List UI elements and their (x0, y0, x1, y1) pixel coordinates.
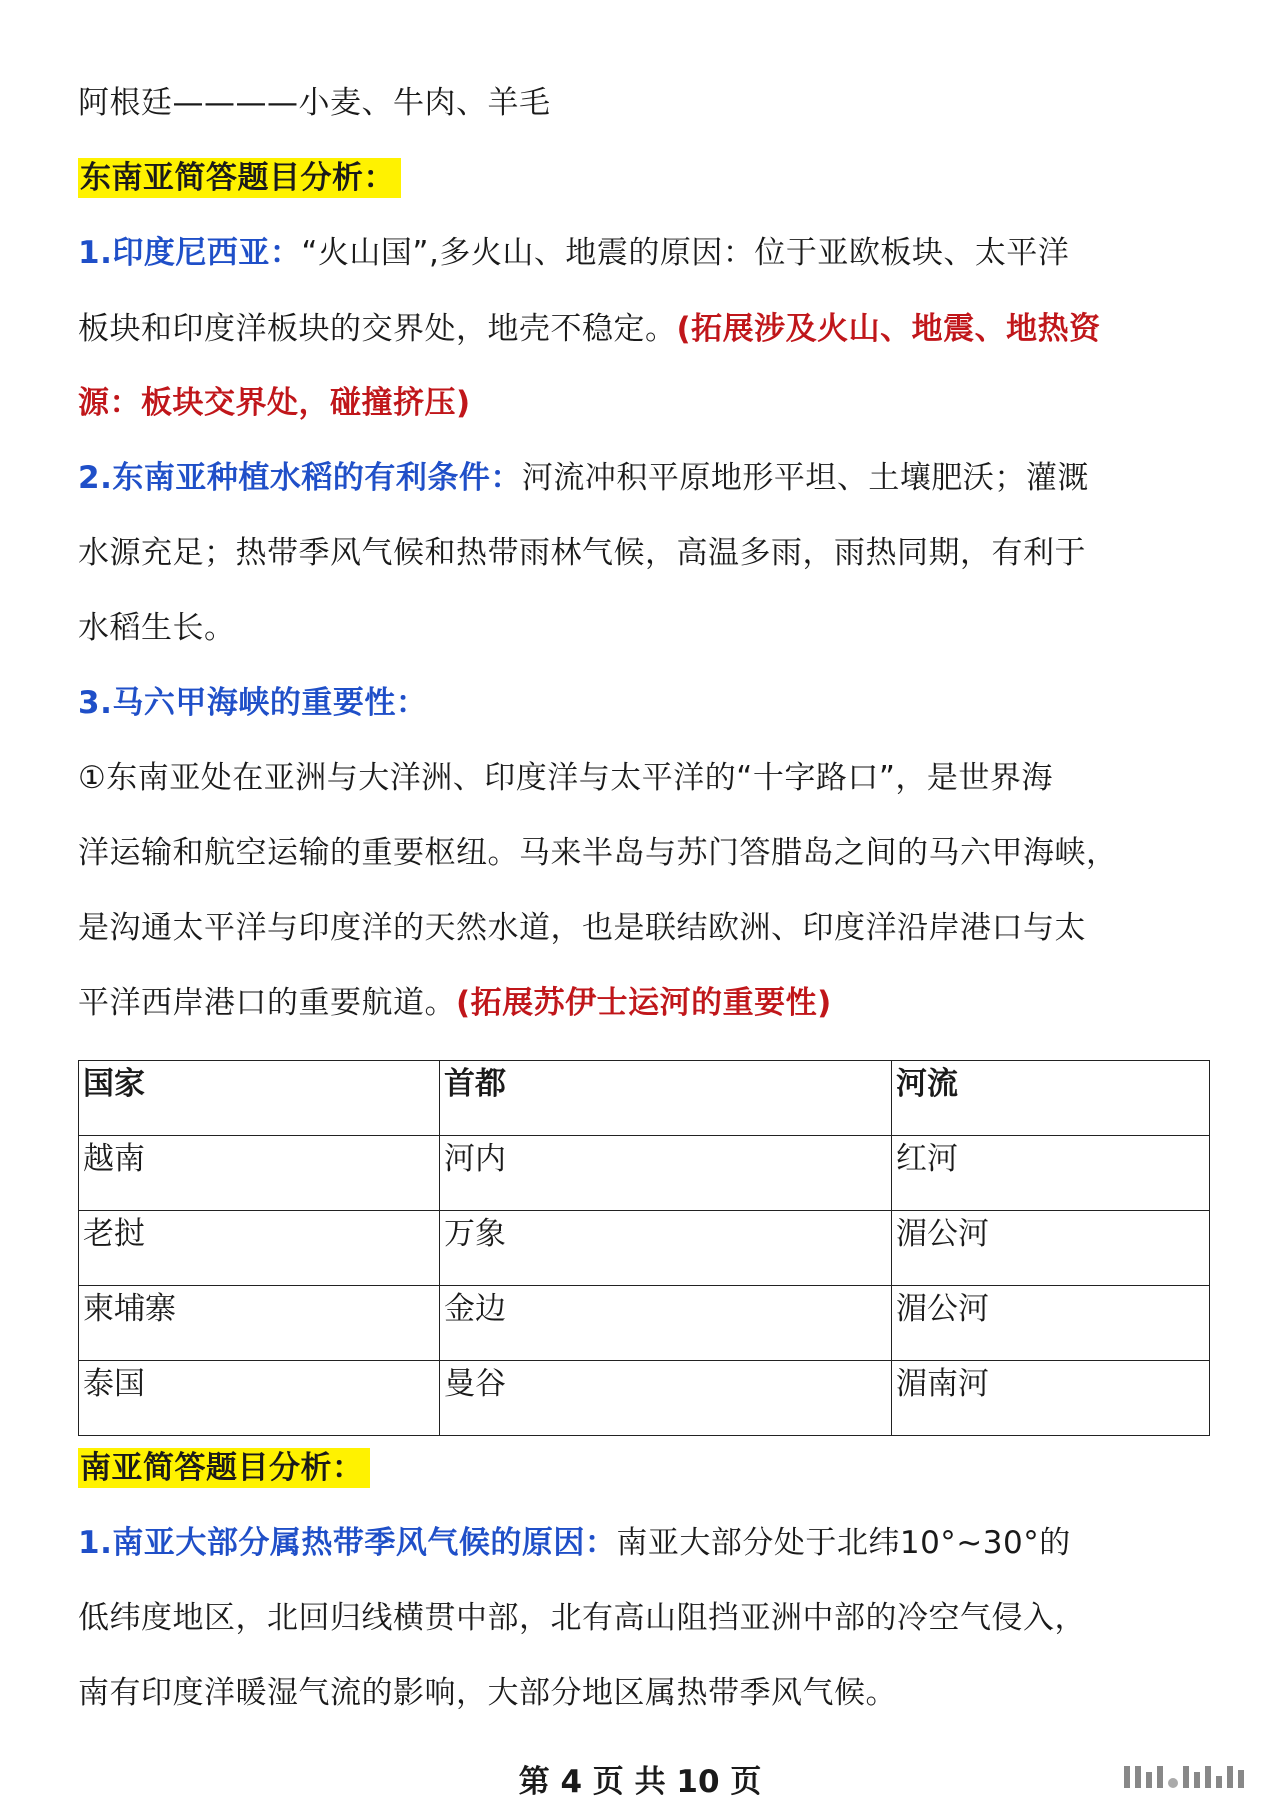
page-number-footer: 第 4 页 共 10 页 (518, 1764, 762, 1800)
table-cell: 越南 (79, 1136, 440, 1211)
table-row (79, 1361, 1210, 1436)
table-header-cell: 河流 (892, 1061, 1210, 1136)
table-row (79, 1286, 1210, 1361)
table-cell: 万象 (440, 1211, 892, 1286)
table-row (79, 1211, 1210, 1286)
answer-text: 河流冲积平原地形平坦、土壤肥沃；灌溉 (521, 460, 1089, 496)
question-label: 2.东南亚种植水稻的有利条件： (78, 460, 522, 496)
highlighted-heading: 东南亚简答题目分析： (78, 158, 401, 198)
extension-note: (拓展涉及火山、地震、地热资 (676, 311, 1101, 347)
paragraph-line: 水源充足；热带季风气候和热带雨林气候，高温多雨，雨热同期，有利于 (78, 535, 1086, 571)
answer-text: 平洋西岸港口的重要航道。 (78, 985, 456, 1021)
table-row (79, 1136, 1210, 1211)
question-label: 3.马六甲海峡的重要性： (78, 685, 428, 721)
question-label: 1.南亚大部分属热带季风气候的原因： (78, 1525, 617, 1561)
extension-note: (拓展苏伊士运河的重要性) (456, 985, 832, 1021)
paragraph-line: ①东南亚处在亚洲与大洋洲、印度洋与太平洋的“十字路口”，是世界海 (78, 760, 1053, 796)
paragraph-line (78, 230, 1069, 276)
table-cell: 柬埔寨 (79, 1286, 440, 1361)
answer-text: 板块和印度洋板块的交界处，地壳不稳定。 (78, 311, 677, 347)
highlighted-heading: 南亚简答题目分析： (78, 1448, 370, 1488)
paragraph-line (78, 1520, 1071, 1566)
table-header-row (79, 1061, 1210, 1136)
paragraph-line: 洋运输和航空运输的重要枢纽。马来半岛与苏门答腊岛之间的马六甲海峡， (78, 835, 1118, 871)
paragraph-line: 水稻生长。 (78, 610, 236, 646)
paragraph-line: 低纬度地区，北回归线横贯中部，北有高山阻挡亚洲中部的冷空气侵入， (78, 1600, 1086, 1636)
table-cell: 湄南河 (892, 1361, 1210, 1436)
paragraph-line: 南有印度洋暖湿气流的影响，大部分地区属热带季风气候。 (78, 1675, 897, 1711)
answer-text: “火山国”,多火山、地震的原因：位于亚欧板块、太平洋 (301, 235, 1070, 271)
paragraph-line (78, 455, 1089, 501)
table-cell: 湄公河 (892, 1286, 1210, 1361)
question-label: 1.印度尼西亚： (78, 235, 302, 271)
table-cell: 泰国 (79, 1361, 440, 1436)
paragraph-line: 是沟通太平洋与印度洋的天然水道，也是联结欧洲、印度洋沿岸港口与太 (78, 910, 1086, 946)
table-cell: 红河 (892, 1136, 1210, 1211)
table-cell: 老挝 (79, 1211, 440, 1286)
table-cell: 湄公河 (892, 1211, 1210, 1286)
table-cell: 河内 (440, 1136, 892, 1211)
table-header-cell: 国家 (79, 1061, 440, 1136)
watermark-bars (1124, 1766, 1244, 1788)
section-heading-south-asia (78, 1445, 370, 1491)
table-cell: 曼谷 (440, 1361, 892, 1436)
paragraph-line (78, 306, 1101, 352)
table-header-cell: 首都 (440, 1061, 892, 1136)
text-line: 阿根廷————小麦、牛肉、羊毛 (78, 85, 551, 121)
table-cell: 金边 (440, 1286, 892, 1361)
section-heading-southeast-asia (78, 155, 401, 201)
paragraph-line (78, 980, 832, 1026)
paragraph-line (78, 380, 471, 426)
country-capital-river-table (78, 1060, 1210, 1436)
extension-note: 源：板块交界处，碰撞挤压) (78, 385, 471, 421)
answer-text: 南亚大部分处于北纬10°~30°的 (616, 1525, 1071, 1561)
paragraph-line (78, 680, 427, 726)
